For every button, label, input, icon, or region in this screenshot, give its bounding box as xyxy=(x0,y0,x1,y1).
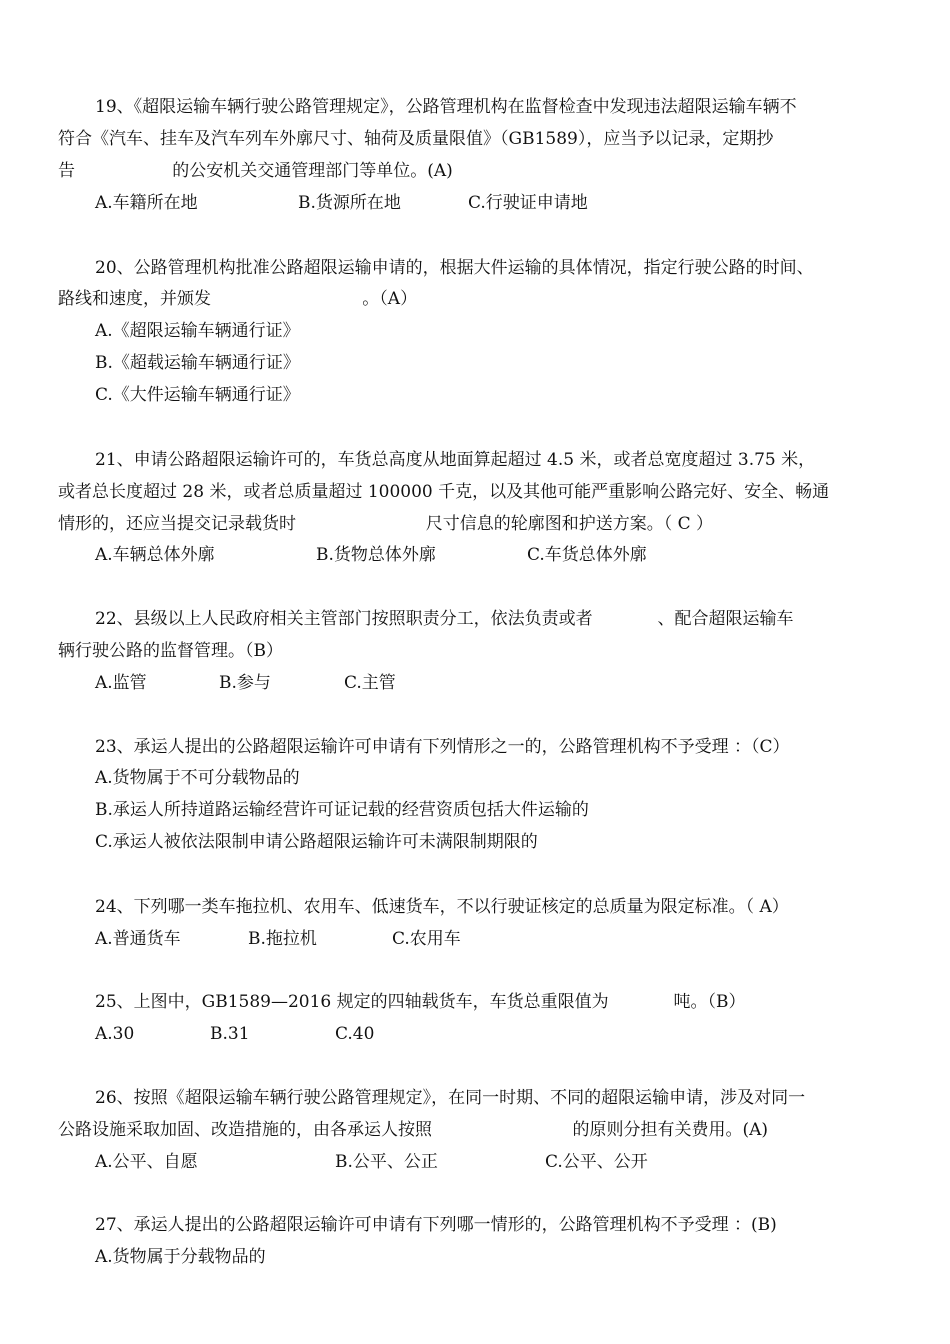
question-21-line-1: 21、申请公路超限运输许可的，车货总高度从地面算起超过 4.5 米，或者总宽度超过 3.75 米， xyxy=(95,450,816,470)
question-26-line-1: 26、按照《超限运输车辆行驶公路管理规定》，在同一时期、不同的超限运输申请，涉及对同一 xyxy=(95,1088,806,1108)
question-19-option-c: C.行驶证申请地 xyxy=(468,193,588,213)
question-19-line-3: 告 的公安机关交通管理部门等单位。(A) xyxy=(58,161,453,181)
question-19-option-b: B.货源所在地 xyxy=(298,193,401,213)
question-25-option-a: A.30 xyxy=(95,1024,135,1044)
question-21-line-3: 情形的，还应当提交记录载货时 尺寸信息的轮廓图和护送方案。（ C ） xyxy=(58,514,714,534)
question-22-option-b: B.参与 xyxy=(219,673,271,693)
question-26-option-c: C.公平、公开 xyxy=(545,1152,648,1172)
question-25-line-1: 25、上图中，GB1589—2016 规定的四轴载货车，车货总重限值为 吨。（B） xyxy=(95,992,746,1012)
question-23-option-c: C.承运人被依法限制申请公路超限运输许可未满限制期限的 xyxy=(95,832,538,852)
question-27-line-1: 27、承运人提出的公路超限运输许可申请有下列哪一情形的，公路管理机构不予受理 ：(B) xyxy=(95,1215,777,1235)
question-21-option-c: C.车货总体外廓 xyxy=(527,545,647,565)
question-24-option-a: A.普通货车 xyxy=(95,929,181,949)
question-26-option-a: A.公平、自愿 xyxy=(95,1152,198,1172)
question-23-option-b: B.承运人所持道路运输经营许可证记载的经营资质包括大件运输的 xyxy=(95,800,589,820)
question-20-line-2: 路线和速度，并颁发 。（A） xyxy=(58,289,418,309)
question-19-option-a: A.车籍所在地 xyxy=(95,193,198,213)
question-21-option-a: A.车辆总体外廓 xyxy=(95,545,215,565)
question-20-option-a: A.《超限运输车辆通行证》 xyxy=(95,321,300,341)
question-24-line-1: 24、下列哪一类车拖拉机、农用车、低速货车，不以行驶证核定的总质量为限定标准。（ A） xyxy=(95,897,789,917)
question-24-option-c: C.农用车 xyxy=(392,929,461,949)
question-19-line-2: 符合《汽车、挂车及汽车列车外廓尺寸、轴荷及质量限值》（GB1589），应当予以记录，定期抄 xyxy=(58,129,774,149)
question-22-option-a: A.监管 xyxy=(95,673,147,693)
question-22-line-2: 辆行驶公路的监督管理。（B） xyxy=(58,641,283,661)
question-22-option-c: C.主管 xyxy=(344,673,396,693)
question-25-option-c: C.40 xyxy=(335,1024,375,1044)
question-20-option-c: C.《大件运输车辆通行证》 xyxy=(95,385,300,405)
question-20-line-1: 20、公路管理机构批准公路超限运输申请的，根据大件运输的具体情况，指定行驶公路的时间、 xyxy=(95,258,814,278)
question-20-option-b: B.《超载运输车辆通行证》 xyxy=(95,353,300,373)
question-22-line-1: 22、县级以上人民政府相关主管部门按照职责分工，依法负责或者 、配合超限运输车 xyxy=(95,609,794,629)
question-19-line-1: 19、《超限运输车辆行驶公路管理规定》，公路管理机构在监督检查中发现违法超限运输车辆不 xyxy=(95,97,797,117)
question-21-line-2: 或者总长度超过 28 米，或者总质量超过 100000 千克，以及其他可能严重影响公路完好、安全、畅通 xyxy=(58,482,830,502)
question-26-option-b: B.公平、公正 xyxy=(335,1152,438,1172)
question-24-option-b: B.拖拉机 xyxy=(248,929,317,949)
question-27-option-a: A.货物属于分载物品的 xyxy=(95,1247,266,1267)
question-21-option-b: B.货物总体外廓 xyxy=(316,545,436,565)
question-26-line-2: 公路设施采取加固、改造措施的，由各承运人按照 的原则分担有关费用。(A) xyxy=(58,1120,769,1140)
question-23-line-1: 23、承运人提出的公路超限运输许可申请有下列情形之一的，公路管理机构不予受理 ：（C） xyxy=(95,737,790,757)
question-25-option-b: B.31 xyxy=(210,1024,250,1044)
question-23-option-a: A.货物属于不可分载物品的 xyxy=(95,768,300,788)
